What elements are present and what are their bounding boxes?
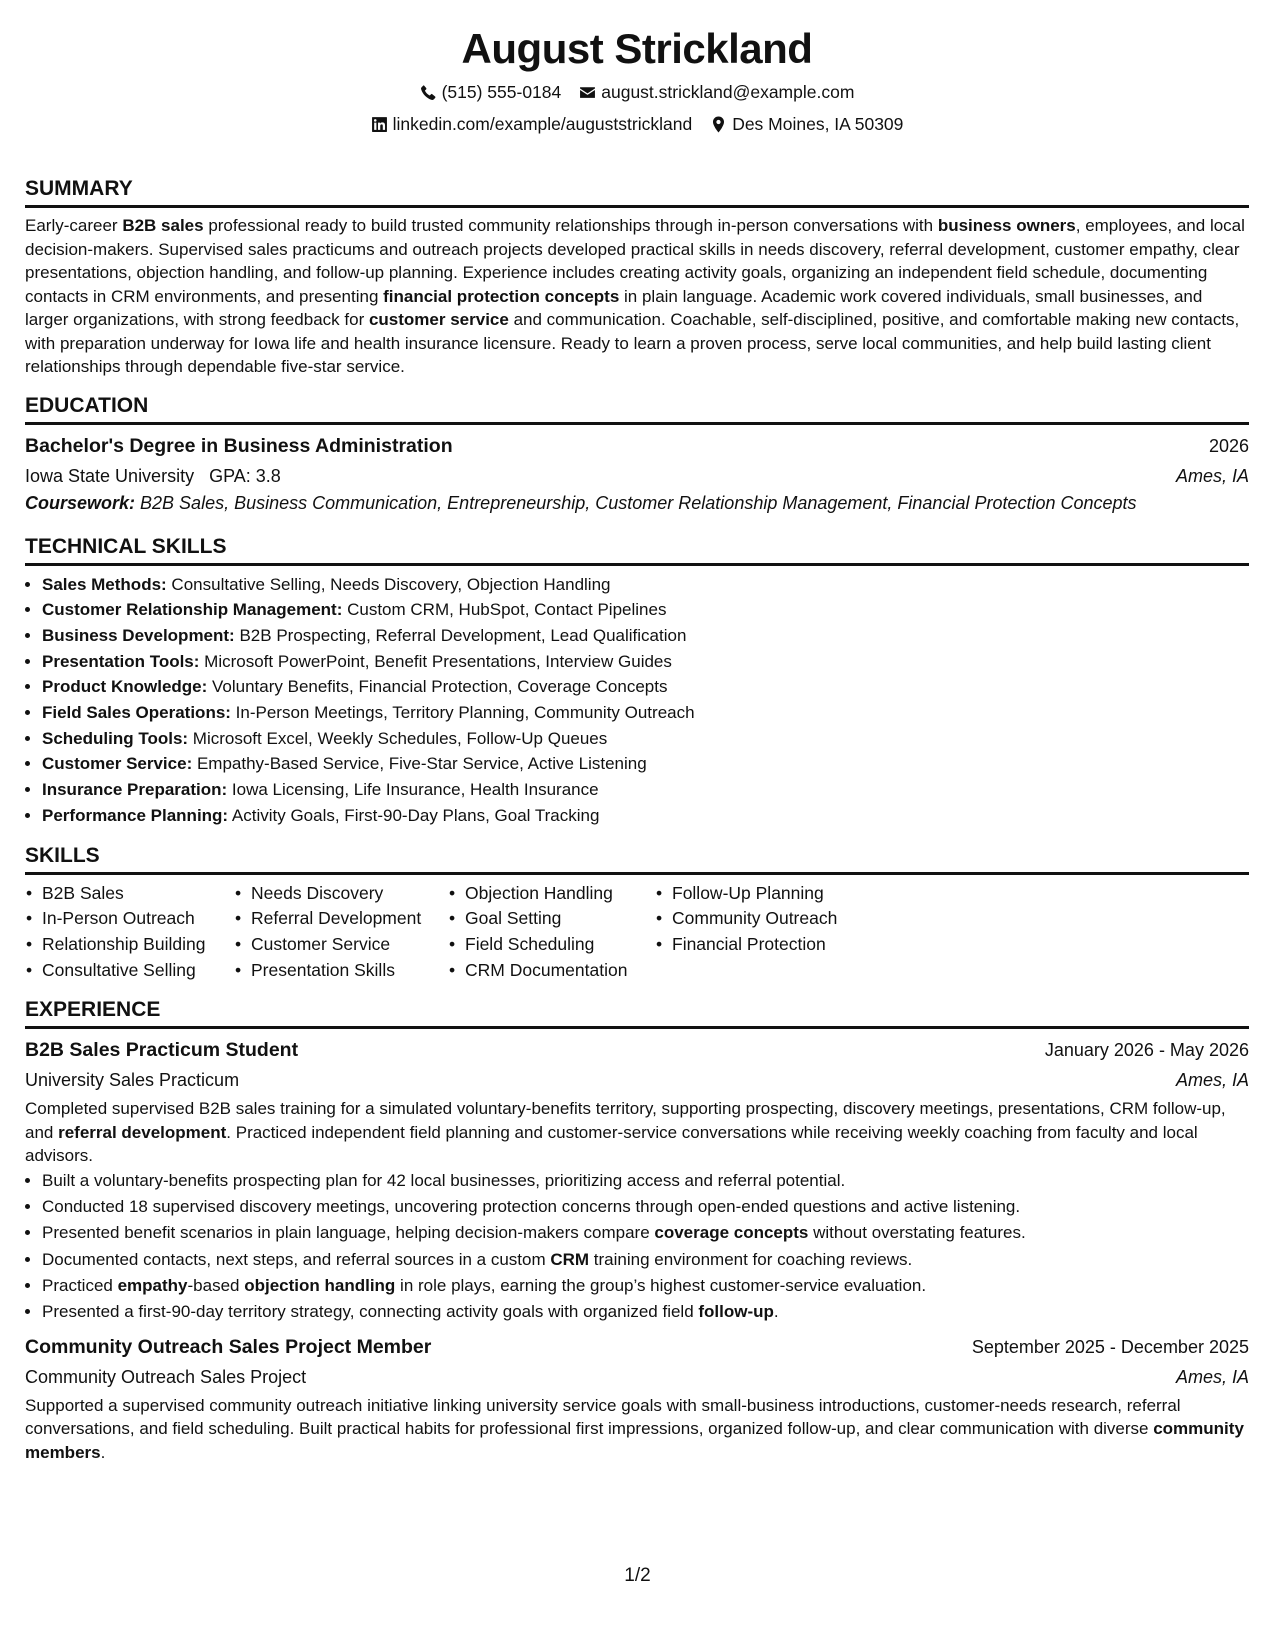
technical-skills-section bbox=[25, 534, 1249, 829]
linkedin-url[interactable]: linkedin.com/example/auguststrickland bbox=[392, 114, 693, 134]
experience-section bbox=[25, 997, 1249, 1464]
skills-column bbox=[655, 881, 875, 984]
linkedin-contact[interactable] bbox=[371, 110, 693, 138]
section-title: EDUCATION bbox=[25, 393, 1249, 425]
section-title: TECHNICAL SKILLS bbox=[25, 534, 1249, 566]
list-item: • Referral Development bbox=[234, 906, 448, 932]
email-contact[interactable] bbox=[579, 78, 854, 106]
school-line bbox=[25, 461, 281, 491]
experience-entry bbox=[25, 1332, 1249, 1465]
job-organization: Community Outreach Sales Project bbox=[25, 1366, 307, 1387]
graduation-year: 2026 bbox=[1208, 435, 1249, 456]
list-item: • Business Development: B2B Prospecting, Referral Development, Lead Qualification bbox=[42, 623, 1249, 649]
job-header-row bbox=[25, 1035, 1249, 1065]
list-item: • Goal Setting bbox=[448, 906, 655, 932]
phone-icon bbox=[420, 84, 437, 101]
list-item: • Needs Discovery bbox=[234, 881, 448, 907]
list-item: • Scheduling Tools: Microsoft Excel, Weekly Schedules, Follow-Up Queues bbox=[42, 726, 1249, 752]
linkedin-icon bbox=[371, 116, 388, 133]
section-title: EXPERIENCE bbox=[25, 997, 1249, 1029]
skills-section bbox=[25, 843, 1249, 984]
list-item: • Customer Relationship Management: Custom CRM, HubSpot, Contact Pipelines bbox=[42, 597, 1249, 623]
list-item: • Sales Methods: Consultative Selling, Needs Discovery, Objection Handling bbox=[42, 572, 1249, 598]
list-item: • Practiced empathy-based objection handling in role plays, earning the group’s highest customer-service evaluation. bbox=[42, 1273, 1249, 1299]
envelope-icon bbox=[579, 84, 596, 101]
list-item: • Built a voluntary-benefits prospecting plan for 42 local businesses, prioritizing access and referral potential. bbox=[42, 1168, 1249, 1194]
list-item: • Presented benefit scenarios in plain language, helping decision-makers compare coverage concepts without overstating features. bbox=[42, 1220, 1249, 1246]
job-bullets bbox=[25, 1168, 1249, 1326]
list-item: • Consultative Selling bbox=[25, 958, 234, 984]
page-number: 1/2 bbox=[624, 1565, 651, 1586]
list-item: • Product Knowledge: Voluntary Benefits, Financial Protection, Coverage Concepts bbox=[42, 674, 1249, 700]
job-dates: September 2025 - December 2025 bbox=[971, 1336, 1249, 1357]
candidate-name: August Strickland bbox=[461, 25, 813, 72]
list-item: • Presentation Tools: Microsoft PowerPoint, Benefit Presentations, Interview Guides bbox=[42, 649, 1249, 675]
school-name: Iowa State University bbox=[25, 465, 195, 486]
list-item: • In-Person Outreach bbox=[25, 906, 234, 932]
gpa: GPA: 3.8 bbox=[209, 465, 281, 486]
list-item: • Presented a first-90-day territory strategy, connecting activity goals with organized field follow-up. bbox=[42, 1299, 1249, 1325]
job-header-row bbox=[25, 1332, 1249, 1362]
list-item: • B2B Sales bbox=[25, 881, 234, 907]
location-contact bbox=[710, 110, 903, 138]
list-item: • Documented contacts, next steps, and referral sources in a custom CRM training environment for coaching reviews. bbox=[42, 1247, 1249, 1273]
resume-page bbox=[25, 0, 1249, 1464]
list-item: • Field Sales Operations: In-Person Meetings, Territory Planning, Community Outreach bbox=[42, 700, 1249, 726]
job-org-row bbox=[25, 1362, 1249, 1392]
job-description: Completed supervised B2B sales training for a simulated voluntary-benefits territory, supporting prospecting, discovery meetings, presentations, CRM follow-up, and referral development. Practiced independent field planning and customer-service conversations while receiving weekly coaching from faculty and local advisors. bbox=[25, 1099, 1226, 1166]
summary-text: Early-career B2B sales professional ready to build trusted community relationships through in-person conversations with business owners, employees, and local decision-makers. Supervised sales practicums and outreach projects developed practical skills in needs discovery, referral development, customer empathy, clear presentations, objection handling, and follow-up planning. Experience includes creating activity goals, organizing an independent field schedule, documenting contacts in CRM environments, and presenting financial protection concepts in plain language. Academic work covered individuals, small businesses, and larger organizations, with strong feedback for customer service and communication. Coachable, self-disciplined, positive, and comfortable making new contacts, with preparation underway for Iowa life and health insurance licensure. Ready to learn a proven process, serve local communities, and help build lasting client relationships through dependable five-star service. bbox=[25, 216, 1245, 376]
list-item: • Insurance Preparation: Iowa Licensing, Life Insurance, Health Insurance bbox=[42, 777, 1249, 803]
list-item: • Conducted 18 supervised discovery meetings, uncovering protection concerns through open-ended questions and active listening. bbox=[42, 1194, 1249, 1220]
job-location: Ames, IA bbox=[1175, 1070, 1249, 1091]
list-item: • Customer Service: Empathy-Based Service, Five-Star Service, Active Listening bbox=[42, 751, 1249, 777]
location-text: Des Moines, IA 50309 bbox=[732, 114, 904, 134]
list-item: • Presentation Skills bbox=[234, 958, 448, 984]
education-section bbox=[25, 393, 1249, 516]
contact-row-2 bbox=[25, 110, 1249, 138]
list-item: • Community Outreach bbox=[655, 906, 875, 932]
email-address[interactable]: august.strickland@example.com bbox=[601, 82, 855, 102]
job-title: B2B Sales Practicum Student bbox=[25, 1039, 299, 1062]
education-school-row bbox=[25, 461, 1249, 491]
list-item: • Performance Planning: Activity Goals, First-90-Day Plans, Goal Tracking bbox=[42, 803, 1249, 829]
job-description: Supported a supervised community outreach initiative linking university service goals with small-business introductions, customer-needs research, referral conversations, and field scheduling. Built practical habits for professional first impressions, organized follow-up, and clear communication with diverse community members. bbox=[25, 1395, 1244, 1462]
list-item: • Objection Handling bbox=[448, 881, 655, 907]
map-pin-icon bbox=[710, 116, 727, 133]
section-title: SKILLS bbox=[25, 843, 1249, 875]
skills-column bbox=[25, 881, 234, 984]
school-location: Ames, IA bbox=[1175, 465, 1249, 486]
list-item: • Follow-Up Planning bbox=[655, 881, 875, 907]
list-item: • CRM Documentation bbox=[448, 958, 655, 984]
list-item: • Financial Protection bbox=[655, 932, 875, 958]
technical-skills-list bbox=[25, 572, 1249, 829]
job-organization: University Sales Practicum bbox=[25, 1070, 240, 1091]
list-item: • Relationship Building bbox=[25, 932, 234, 958]
list-item: • Customer Service bbox=[234, 932, 448, 958]
phone-contact bbox=[420, 78, 562, 106]
job-org-row bbox=[25, 1065, 1249, 1095]
experience-entry bbox=[25, 1035, 1249, 1325]
job-title: Community Outreach Sales Project Member bbox=[25, 1335, 432, 1358]
contact-row-1 bbox=[25, 78, 1249, 106]
education-header-row bbox=[25, 431, 1249, 461]
phone-number: (515) 555-0184 bbox=[441, 82, 562, 102]
skills-grid bbox=[25, 881, 1249, 984]
coursework: Coursework: B2B Sales, Business Communication, Entrepreneurship, Customer Relationship Management, Financial Protection Concepts bbox=[25, 492, 1137, 513]
section-title: SUMMARY bbox=[25, 176, 1249, 208]
degree-title: Bachelor's Degree in Business Administration bbox=[25, 434, 453, 457]
job-location: Ames, IA bbox=[1175, 1366, 1249, 1387]
skills-column bbox=[234, 881, 448, 984]
list-item: • Field Scheduling bbox=[448, 932, 655, 958]
job-dates: January 2026 - May 2026 bbox=[1044, 1040, 1249, 1061]
skills-column bbox=[448, 881, 655, 984]
summary-section bbox=[25, 176, 1249, 379]
